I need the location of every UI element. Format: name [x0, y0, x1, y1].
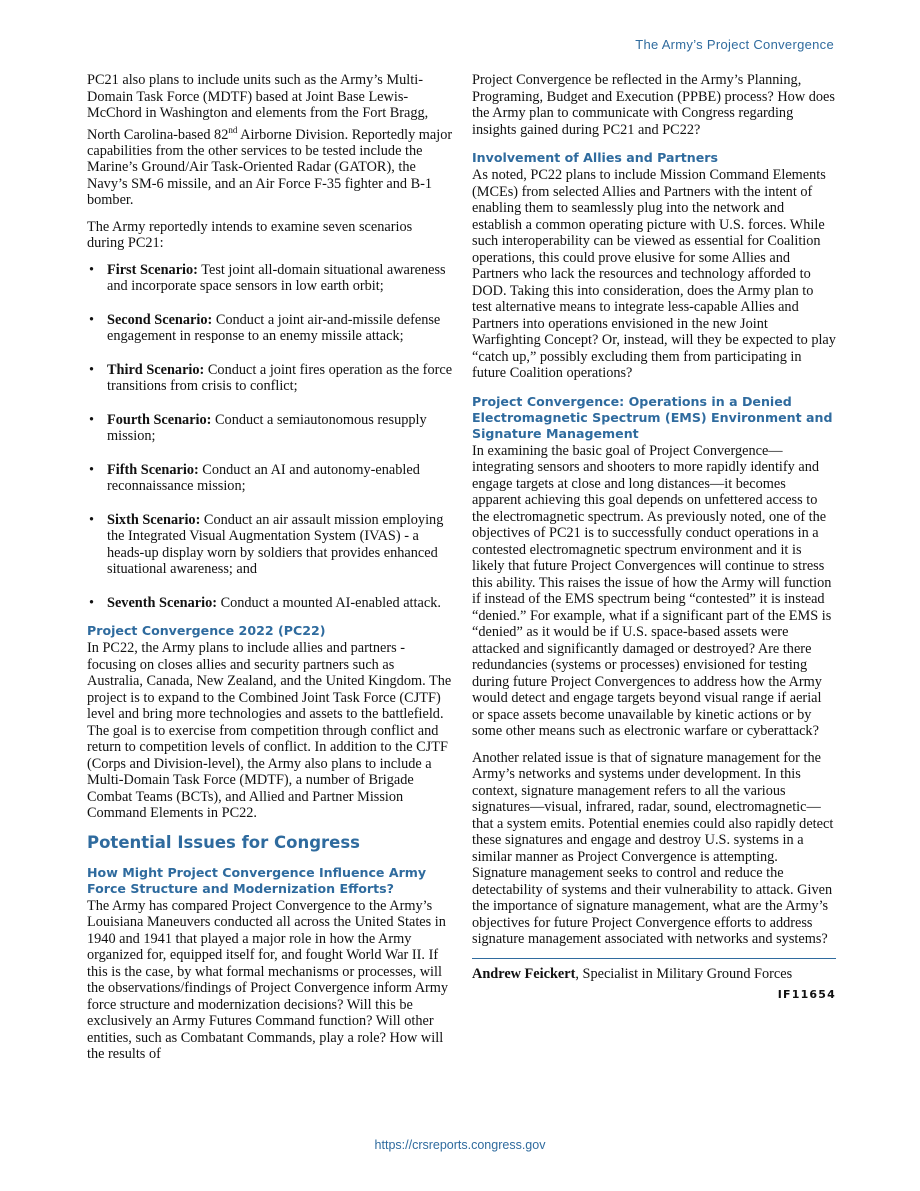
paragraph-signature: Another related issue is that of signature management for the Army’s networks and systems under development. In this context, signature management refers to all the various signatures—visual, infrared, radar, sound, electromagnetic—that a system emits. Potential enemies could also rapidly detect these signatures and engage and destroy U.S. systems in a similar manner as Project Convergence is attempting. Signature management seeks to control and reduce the detectability of systems and their vulnerability to attack. Given the importance of signature management, what are the Army’s objectives for future Project Convergence efforts to address signature management associated with networks and systems? [472, 749, 834, 947]
heading-ems: Project Convergence: Operations in a Denied Electromagnetic Spectrum (EMS) Environment and Signature Management [472, 393, 833, 441]
paragraph-force-structure: The Army has compared Project Convergence to the Army’s Louisiana Maneuvers conducted all across the United States in 1940 and 1941 that played a major role in how the Army organized for, equipped itself for, and fought World War II. If this is the case, by what formal mechanisms or processes, will the observations/findings of Project Convergence inform Army force structure and modernization decisions? Will this be exclusively an Army Futures Command function? Will other entities, such as Combatant Commands, play a role? How will the results of [87, 897, 449, 1063]
scenario-label: Third Scenario: [107, 361, 205, 378]
bullet-icon: • [89, 411, 95, 428]
bullet-icon: • [89, 461, 95, 478]
scenario-label: Seventh Scenario: [107, 594, 217, 611]
scenario-list [87, 262, 453, 612]
scenario-label: Sixth Scenario: [107, 511, 201, 528]
scenario-text: Conduct a joint air-and-missile defense engagement in response to an enemy missile attack; [107, 311, 441, 345]
scenario-text: Test joint all-domain situational awareness and incorporate space sensors in low earth orbit; [107, 261, 446, 295]
heading-force-structure: How Might Project Convergence Influence Army Force Structure and Modernization Efforts? [87, 864, 427, 896]
author-title: , Specialist in Military Ground Forces [575, 965, 793, 982]
heading-pc22: Project Convergence 2022 (PC22) [87, 623, 326, 639]
ordinal-superscript: nd [228, 124, 238, 135]
heading-allies: Involvement of Allies and Partners [472, 150, 718, 165]
bullet-icon: • [89, 594, 95, 611]
heading-potential-issues: Potential Issues for Congress [87, 832, 360, 852]
paragraph-pc21-units: PC21 also plans to include units such as the Army’s Multi-Domain Task Force (MDTF) based at Joint Base Lewis-McChord in Washington and elements from the Fort Bragg, North Carolina-based 82nd Airborne Division. Reportedly major capabilities from the other services to be tested include the Marine’s Ground/Air Task-Oriented Radar (GATOR), the Navy’s SM-6 missile, and an Air Force F-35 fighter and B-1 bomber. [87, 72, 453, 209]
author-name: Andrew Feickert [472, 965, 576, 982]
list-item [87, 512, 453, 578]
scenario-text: Conduct an air assault mission employing the Integrated Visual Augmentation System (IVAS) - a heads-up display worn by soldiers that provides enhanced situational awareness; and [107, 511, 444, 578]
bullet-icon: • [89, 361, 95, 378]
scenario-text: Conduct a joint fires operation as the force transitions from crisis to conflict; [107, 361, 453, 395]
list-item [87, 262, 453, 295]
footer-url[interactable]: https://crsreports.congress.gov [374, 1138, 546, 1152]
list-item [87, 412, 453, 445]
paragraph-pc22: In PC22, the Army plans to include allies and partners - focusing on closes allies and security partners such as Australia, Canada, New Zealand, and the United Kingdom. The project is to expand to the Combined Joint Task Force (CJTF) level and bring more technologies and assets to the battlefield. The goal is to exercise from competition through conflict and return to competition levels of conflict. In addition to the CJTF (Corps and Division-level), the Army also plans to include a Multi-Domain Task Force (MDTF), a number of Brigade Combat Teams (BCTs), and Allied and Partner Mission Command Elements in PC22. [87, 640, 452, 822]
left-column [87, 72, 453, 1073]
scenario-label: Fifth Scenario: [107, 461, 199, 478]
scenario-label: First Scenario: [107, 261, 198, 278]
list-item [87, 362, 453, 395]
bullet-icon: • [89, 511, 95, 528]
list-item [87, 462, 453, 495]
bullet-icon: • [89, 311, 95, 328]
scenario-label: Fourth Scenario: [107, 411, 212, 428]
list-item [87, 595, 453, 612]
author-line [472, 966, 836, 983]
paragraph-allies: As noted, PC22 plans to include Mission Command Elements (MCEs) from selected Allies and Partners with the intent of enabling them to seamlessly plug into the network and establish a common operating picture with U.S. forces. While such interoperability can be viewed as essential for Coalition operations, this could prove elusive for some Allies and Partners who lack the resources and technology afforded to DOD. Taking this into consideration, does the Army plan to test alternative means to integrate less-capable Allies and Partners into operations envisioned in the new Joint Warfighting Concept? Or, instead, will they be expected to play “catch up,” possibly excluding them from participating in future Coalition operations? [472, 167, 836, 381]
list-item [87, 312, 453, 345]
paragraph-scenarios-intro: The Army reportedly intends to examine seven scenarios during PC21: [87, 218, 413, 252]
right-column [472, 72, 836, 1004]
scenario-text: Conduct a semiautonomous resupply mission; [107, 411, 427, 445]
paragraph-ems: In examining the basic goal of Project Convergence—integrating sensors and shooters to more rapidly identify and engage targets at close and long distances—it becomes apparent achieving this goal depends on unfettered access to the electromagnetic spectrum. As previously noted, one of the objectives of PC21 is to successfully conduct operations in a contested electromagnetic spectrum environment and it is likely that future Project Convergences will continue to stress this ability. This raises the issue of how the Army will function if instead of the EMS spectrum being “contested” it is instead “denied.” For example, what if a significant part of the EMS is “denied” as it would be if U.S. space-based assets were attacked and significantly damaged or destroyed? Are there redundancies (systems or processes) envisioned for testing during future Project Convergences to address how the Army would detect and engage targets beyond visual range if aerial or space assets become unavailable by kinetic actions or by some other means such as electronic warfare or cyberattack? [472, 442, 832, 739]
paragraph-ppbe: Project Convergence be reflected in the Army’s Planning, Programing, Budget and Execution (PPBE) process? How does the Army plan to communicate with Congress regarding insights gained during PC21 and PC22? [472, 72, 835, 138]
document-id: IF11654 [777, 988, 836, 1001]
running-header: The Army’s Project Convergence [635, 37, 834, 52]
scenario-text: Conduct a mounted AI-enabled attack. [217, 594, 441, 611]
scenario-label: Second Scenario: [107, 311, 213, 328]
divider [472, 958, 836, 959]
bullet-icon: • [89, 261, 95, 278]
scenario-text: Conduct an AI and autonomy-enabled reconnaissance mission; [107, 461, 420, 495]
